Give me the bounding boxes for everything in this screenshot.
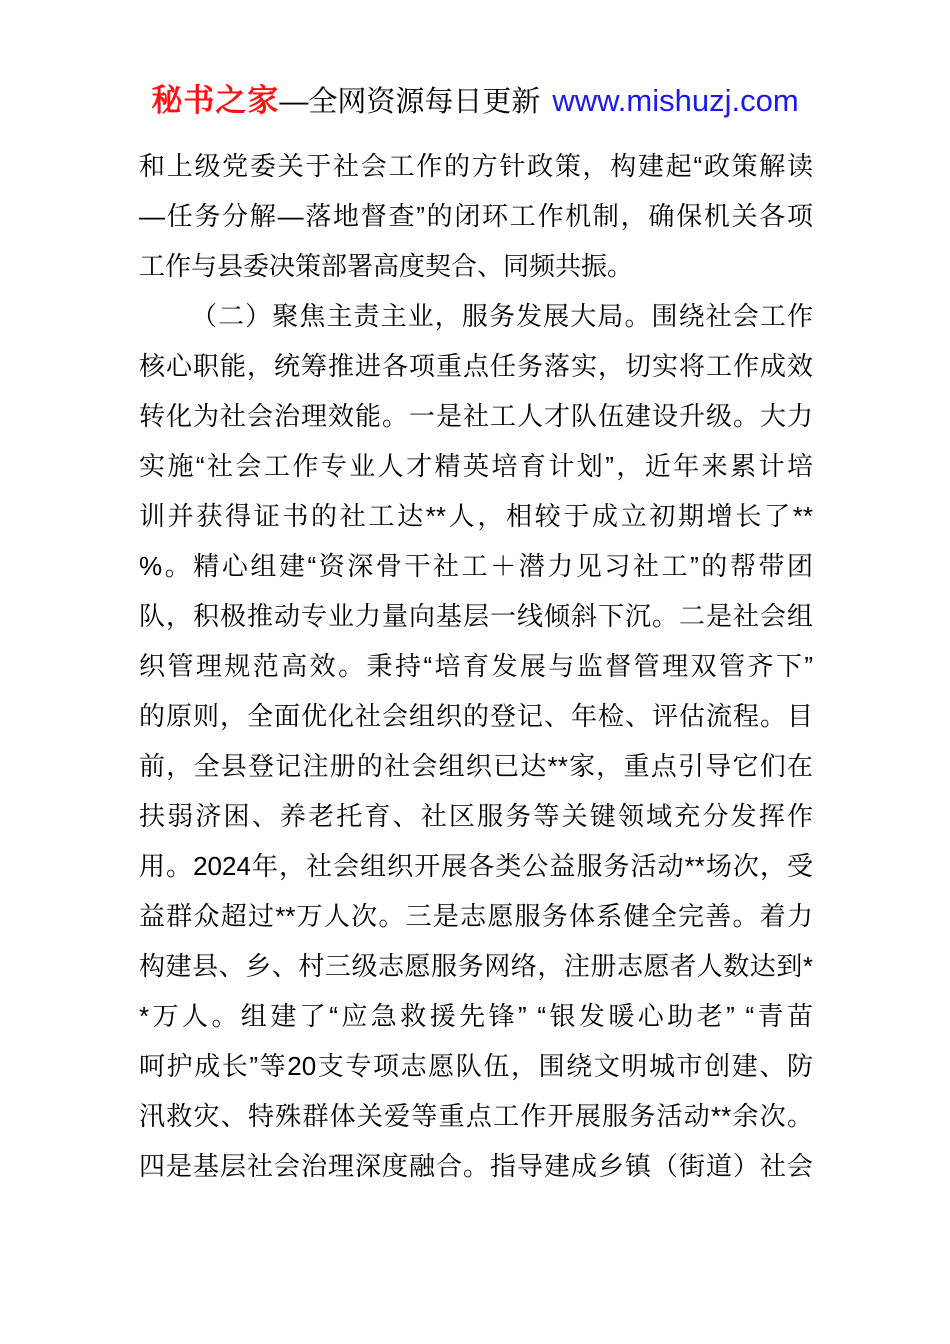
body-line: 转化为社会治理效能。一是社工人才队伍建设升级。大力 (139, 401, 813, 431)
body-line: 益群众超过**万人次。三是志愿服务体系健全完善。着力 (139, 901, 813, 931)
body-line: 和上级党委关于社会工作的方针政策，构建起“政策解读 (139, 151, 813, 181)
site-url-link[interactable]: www.mishuzj.com (552, 83, 799, 118)
body-line: 队，积极推动专业力量向基层一线倾斜下沉。二是社会组 (139, 601, 813, 631)
body-line: 汛救灾、特殊群体关爱等重点工作开展服务活动**余次。 (139, 1101, 813, 1131)
site-tagline: —全网资源每日更新 (279, 86, 541, 118)
body-line: 构建县、乡、村三级志愿服务网络，注册志愿者人数达到* (139, 951, 813, 981)
body-line: *万人。组建了“应急救援先锋” “银发暖心助老” “青苗 (139, 1001, 813, 1031)
body-line: 训并获得证书的社工达**人，相较于成立初期增长了** (139, 501, 813, 531)
body-line: 实施“社会工作专业人才精英培育计划”，近年来累计培 (139, 451, 813, 481)
body-line: 工作与县委决策部署高度契合、同频共振。 (139, 251, 634, 281)
body-line: 织管理规范高效。秉持“培育发展与监督管理双管齐下” (139, 651, 813, 681)
body-line: %。精心组建“资深骨干社工＋潜力见习社工”的帮带团 (139, 551, 813, 581)
body-line: 用。2024年，社会组织开展各类公益服务活动**场次，受 (139, 851, 813, 881)
body-line: 的原则，全面优化社会组织的登记、年检、评估流程。目 (139, 701, 813, 731)
body-line: 核心职能，统筹推进各项重点任务落实，切实将工作成效 (139, 351, 813, 381)
body-line: 呵护成长”等20支专项志愿队伍，围绕文明城市创建、防 (139, 1051, 813, 1081)
body-line: 扶弱济困、养老托育、社区服务等关键领域充分发挥作 (139, 801, 813, 831)
document-body (139, 141, 813, 1191)
site-header (0, 83, 950, 125)
body-line: —任务分解—落地督查”的闭环工作机制，确保机关各项 (139, 201, 813, 231)
body-line: （二）聚焦主责主业，服务发展大局。围绕社会工作 (191, 301, 813, 331)
body-line: 前，全县登记注册的社会组织已达**家，重点引导它们在 (139, 751, 813, 781)
site-brand: 秘书之家 (151, 83, 280, 118)
body-line: 四是基层社会治理深度融合。指导建成乡镇（街道）社会 (139, 1151, 813, 1181)
